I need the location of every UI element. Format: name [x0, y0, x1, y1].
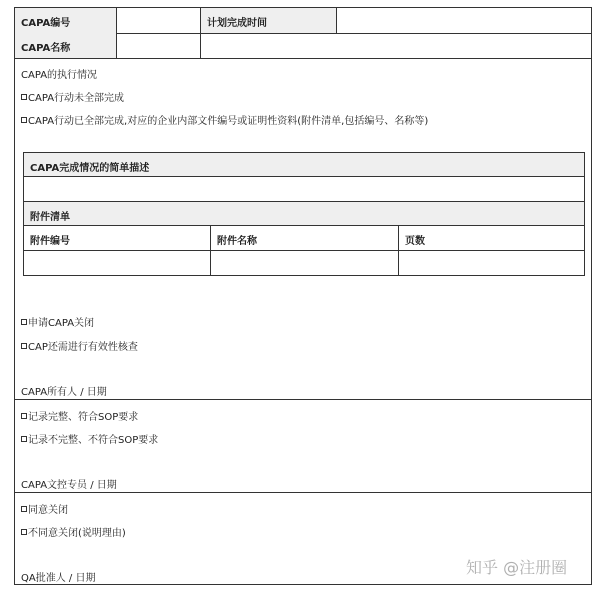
- pages-cell[interactable]: [399, 251, 584, 275]
- attachments-header-row: [24, 202, 584, 226]
- planned-date-field[interactable]: [337, 8, 591, 33]
- owner-signature-label: CAPA所有人 / 日期: [21, 387, 107, 398]
- column-header-attachment-number: [24, 226, 211, 250]
- table-row: [24, 251, 584, 275]
- checkbox-effectiveness[interactable]: [21, 343, 27, 349]
- checkbox-records-incomplete[interactable]: [21, 436, 27, 442]
- planned-date-label: 计划完成时间: [207, 18, 267, 29]
- description-field[interactable]: [24, 177, 584, 202]
- header-row-2: [15, 33, 591, 59]
- column-attachment-number: 附件编号: [30, 236, 70, 247]
- option-complete[interactable]: [21, 112, 428, 127]
- option-incomplete[interactable]: [21, 89, 124, 104]
- summary-table: [23, 152, 585, 276]
- option-records-complete[interactable]: [21, 408, 138, 423]
- column-attachment-name: 附件名称: [217, 236, 257, 247]
- execution-title: CAPA的执行情况: [21, 70, 98, 81]
- capa-number-field[interactable]: [117, 8, 201, 33]
- description-header: CAPA完成情况的简单描述: [30, 163, 150, 174]
- doc-control-signature-label: CAPA文控专员 / 日期: [21, 480, 117, 491]
- checkbox-agree-close[interactable]: [21, 506, 27, 512]
- divider-owner: [15, 399, 591, 400]
- option-records-incomplete[interactable]: [21, 431, 158, 446]
- capa-name-label: CAPA名称: [21, 43, 71, 54]
- capa-name-spacer: [117, 33, 201, 58]
- option-apply-close-label: 申请CAPA关闭: [28, 318, 95, 329]
- planned-date-label-cell: [201, 8, 337, 33]
- checkbox-disagree-close[interactable]: [21, 529, 27, 535]
- option-incomplete-label: CAPA行动未全部完成: [28, 93, 125, 104]
- option-disagree-close[interactable]: [21, 524, 126, 539]
- option-agree-close-label: 同意关闭: [28, 505, 68, 516]
- attachment-name-cell[interactable]: [211, 251, 399, 275]
- capa-closure-form: [14, 7, 592, 585]
- divider-doc-control: [15, 492, 591, 493]
- option-effectiveness[interactable]: [21, 338, 138, 353]
- attachments-header: 附件清单: [30, 212, 70, 223]
- option-disagree-close-label: 不同意关闭(说明理由): [28, 528, 126, 539]
- checkbox-incomplete[interactable]: [21, 94, 27, 100]
- option-records-incomplete-label: 记录不完整、不符合SOP要求: [28, 435, 159, 446]
- checkbox-complete[interactable]: [21, 117, 27, 123]
- column-pages: 页数: [405, 236, 425, 247]
- attachment-number-cell[interactable]: [24, 251, 211, 275]
- capa-number-label: CAPA编号: [21, 18, 71, 29]
- checkbox-apply-close[interactable]: [21, 319, 27, 325]
- header-row-1: [15, 8, 591, 34]
- attachments-columns-row: [24, 226, 584, 251]
- capa-name-label-cell: [15, 33, 117, 58]
- column-header-pages: [399, 226, 584, 250]
- option-agree-close[interactable]: [21, 501, 68, 516]
- capa-number-label-cell: [15, 8, 117, 33]
- option-apply-close[interactable]: [21, 314, 94, 329]
- watermark: 知乎 @注册圈: [466, 558, 568, 577]
- column-header-attachment-name: [211, 226, 399, 250]
- description-header-row: [24, 153, 584, 177]
- qa-signature-label: QA批准人 / 日期: [21, 573, 96, 584]
- option-complete-label: CAPA行动已全部完成,对应的企业内部文件编号或证明性资料(附件清单,包括编号、名称等): [28, 116, 429, 127]
- capa-name-field[interactable]: [201, 33, 591, 58]
- option-records-complete-label: 记录完整、符合SOP要求: [28, 412, 139, 423]
- option-effectiveness-label: CAP还需进行有效性核查: [28, 342, 138, 353]
- checkbox-records-complete[interactable]: [21, 413, 27, 419]
